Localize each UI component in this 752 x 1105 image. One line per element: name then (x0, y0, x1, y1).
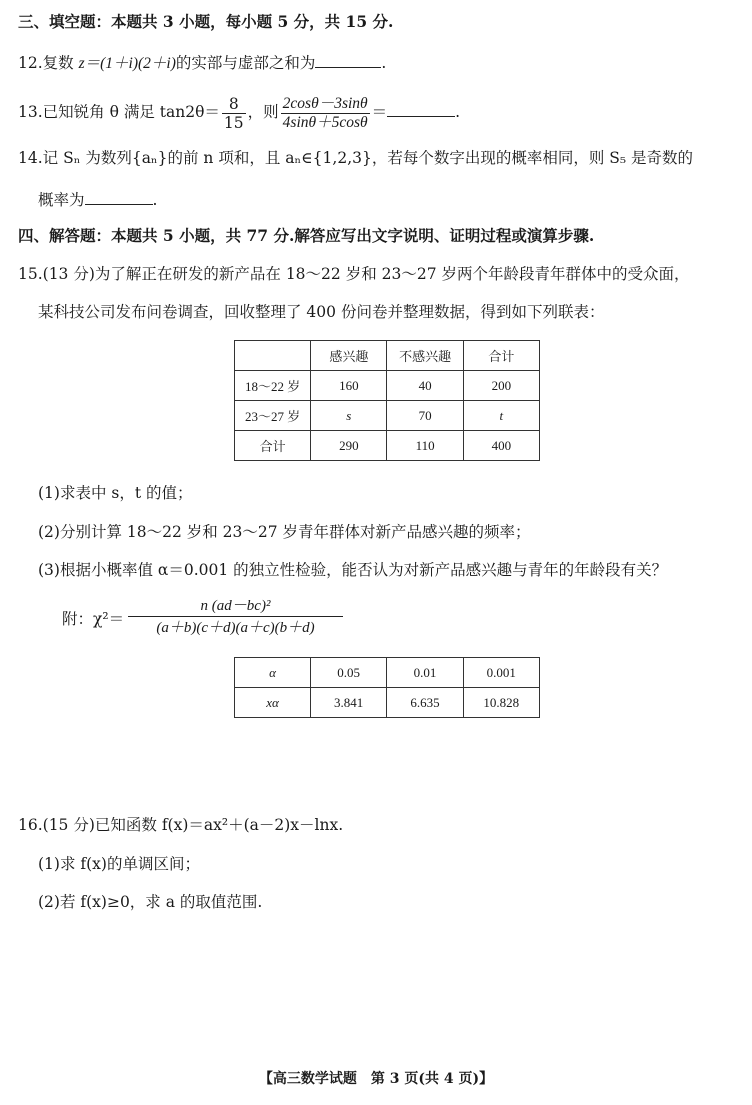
answer-blank[interactable] (85, 188, 153, 205)
table-cell: 10.828 (463, 688, 539, 718)
table-cell: 0.001 (463, 658, 539, 688)
formula-numerator: n (ad－bc)² (128, 596, 343, 617)
q13-end: . (455, 103, 461, 121)
table-cell: xα (235, 688, 311, 718)
table-cell: 18～22 岁 (235, 371, 311, 401)
q13-eq: ＝ (371, 103, 388, 121)
table-cell: 70 (387, 401, 463, 431)
fraction-8-15 (222, 95, 246, 132)
table-cell: 合计 (463, 341, 539, 371)
answer-blank[interactable] (387, 100, 455, 117)
page-footer: 【高三数学试题 第 3 页(共 4 页)】 (258, 1071, 494, 1087)
table-cell: 40 (387, 371, 463, 401)
q15-sub3: (3)根据小概率值 α＝0.001 的独立性检验，能否认为对新产品感兴趣与青年的年龄段有关？ (38, 561, 668, 579)
table-cell: 感兴趣 (311, 341, 387, 371)
frac-denominator: 15 (223, 113, 244, 132)
table-cell: s (311, 401, 387, 431)
table-cell: 不感兴趣 (387, 341, 463, 371)
q12-prefix: 12.复数 (18, 54, 79, 72)
question-15-line1: 15.(13 分)为了解正在研发的新产品在 18～22 岁和 23～27 岁两个年龄段青年群体中的受众面， (18, 265, 690, 283)
q13-prefix: 13.已知锐角 θ 满足 tan2θ＝ (18, 103, 220, 121)
table-cell: 400 (463, 431, 539, 461)
table-row (235, 688, 540, 718)
table-cell: 200 (463, 371, 539, 401)
frac-numerator: 8 (222, 95, 246, 114)
q14-end: . (152, 191, 158, 209)
table-cell: 合计 (235, 431, 311, 461)
table-cell: 6.635 (387, 688, 463, 718)
q12-end: . (381, 54, 387, 72)
frac-numerator: 2cosθ－3sinθ (282, 94, 368, 112)
table-cell: 3.841 (311, 688, 387, 718)
table-cell: 160 (311, 371, 387, 401)
table-cell: t (463, 401, 539, 431)
contingency-table (234, 340, 540, 461)
section4-heading: 四、解答题：本题共 5 小题，共 77 分.解答应写出文字说明、证明过程或演算步骤. (18, 226, 595, 245)
table-cell: 110 (387, 431, 463, 461)
table-cell: 23～27 岁 (235, 401, 311, 431)
question-12 (18, 51, 386, 74)
q16-sub2: (2)若 f(x)≥0，求 a 的取值范围. (38, 893, 263, 911)
q16-sub1: (1)求 f(x)的单调区间； (38, 855, 200, 873)
critical-value-table (234, 657, 540, 718)
frac-denominator: 4sinθ＋5cosθ (282, 113, 368, 131)
appendix-label: 附：χ²＝ (62, 610, 125, 628)
answer-blank[interactable] (315, 51, 381, 68)
table-header-row (235, 341, 540, 371)
question-16-line1: 16.(15 分)已知函数 f(x)＝ax²＋(a－2)x－lnx. (18, 816, 344, 834)
question-15-line2: 某科技公司发布问卷调查，回收整理了 400 份问卷并整理数据，得到如下列联表： (38, 303, 605, 321)
table-row (235, 401, 540, 431)
table-row (235, 658, 540, 688)
table-cell: α (235, 658, 311, 688)
question-14-line2 (38, 188, 157, 210)
table-row (235, 431, 540, 461)
q13-mid: ，则 (247, 103, 279, 121)
table-row (235, 371, 540, 401)
table-cell: 290 (311, 431, 387, 461)
chi-square-formula (128, 596, 343, 639)
table-cell: 0.01 (387, 658, 463, 688)
q15-sub2: (2)分别计算 18～22 岁和 23～27 岁青年群体对新产品感兴趣的频率； (38, 523, 531, 541)
q12-expr: z＝(1＋i)(2＋i) (78, 55, 176, 72)
formula-denominator: (a＋b)(c＋d)(a＋c)(b＋d) (156, 620, 315, 636)
q12-suffix: 的实部与虚部之和为 (175, 54, 316, 72)
q14-prefix: 概率为 (38, 191, 85, 209)
q15-sub1: (1)求表中 s，t 的值； (38, 484, 193, 502)
table-cell (235, 341, 311, 371)
fraction-trig (281, 95, 370, 132)
section3-heading: 三、填空题：本题共 3 小题，每小题 5 分，共 15 分. (18, 12, 394, 31)
question-14-line1: 14.记 Sₙ 为数列{aₙ}的前 n 项和，且 aₙ∈{1,2,3}，若每个数字出现的概率相同，则 S₅ 是奇数的 (18, 149, 694, 167)
question-13 (18, 92, 460, 132)
table-cell: 0.05 (311, 658, 387, 688)
